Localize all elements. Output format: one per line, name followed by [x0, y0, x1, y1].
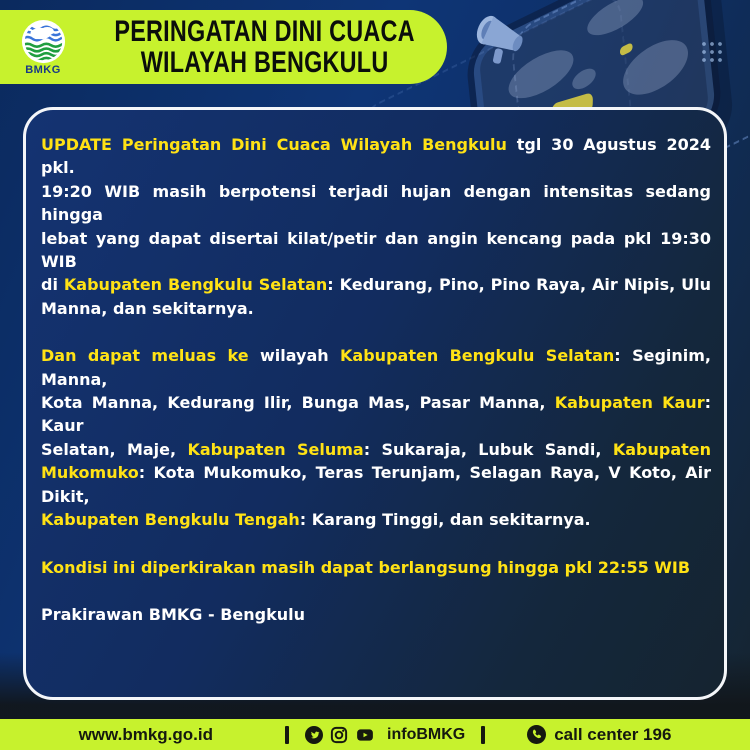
dot-grid — [700, 40, 726, 62]
body-text: tgl 30 Agustus 2024 pkl. — [41, 135, 712, 178]
footer-bar — [0, 719, 750, 750]
body-text: Kota Manna, Kedurang Ilir, Bunga Mas, Pasar Manna, — [41, 393, 555, 413]
highlighted-text: Kabupaten — [612, 439, 712, 459]
text-line — [41, 461, 711, 508]
youtube-icon — [355, 726, 375, 744]
paragraph — [41, 133, 711, 320]
website-label: www.bmkg.go.id — [78, 724, 214, 744]
body-text: : Kota Mukomuko, Teras Terunjam, Selagan Raya, V Koto, Air Dikit, — [41, 463, 711, 506]
warning-text — [41, 133, 711, 626]
body-text: wilayah — [248, 346, 341, 366]
body-text: : Seginim, Manna, — [41, 346, 712, 389]
text-line — [41, 180, 711, 227]
megaphone-icon — [472, 8, 534, 66]
text-line — [41, 297, 711, 320]
instagram-icon — [330, 726, 348, 744]
body-text: Manna, dan sekitarnya. — [41, 298, 254, 318]
highlighted-text: Kabupaten Seluma — [187, 439, 364, 459]
bmkg-logo-label: BMKG — [25, 63, 61, 76]
text-line — [41, 227, 711, 274]
map-landmass — [586, 0, 645, 43]
separator — [481, 726, 485, 744]
call-center-label: call center 196 — [554, 724, 672, 744]
bmkg-logo — [14, 19, 72, 76]
body-text: : Karang Tinggi, dan sekitarnya. — [299, 510, 591, 530]
paragraph — [41, 603, 711, 626]
text-line — [41, 556, 711, 579]
text-line — [41, 508, 711, 531]
paragraph — [41, 344, 711, 531]
phone-icon — [527, 725, 546, 744]
body-text: : Kedurang, Pino, Pino Raya, Air Nipis, Ulu — [327, 275, 711, 295]
text-line — [41, 391, 711, 438]
highlighted-text: Kabupaten Bengkulu Selatan — [340, 346, 615, 366]
body-text: Selatan, Maje, — [41, 439, 188, 459]
title-line-2: WILAYAH BENGKULU — [140, 46, 389, 79]
highlighted-text: Kabupaten Bengkulu Selatan — [63, 275, 328, 295]
text-line — [41, 133, 711, 180]
text-line — [41, 438, 711, 461]
body-text: lebat yang dapat disertai kilat/petir dan angin kencang pada pkl 19:30 WIB — [41, 228, 711, 272]
warning-card — [23, 107, 727, 700]
title-line-1: PERINGATAN DINI CUACA — [114, 14, 415, 48]
social-handle-label: infoBMKG — [387, 725, 466, 743]
highlighted-text: Kondisi ini diperkirakan masih dapat berlangsung hingga pkl 22:55 WIB — [41, 557, 691, 577]
separator — [285, 726, 289, 744]
body-text: : Sukaraja, Lubuk Sandi, — [363, 439, 613, 459]
page-title — [72, 16, 457, 79]
map-landmass — [571, 65, 596, 93]
highlighted-text: Kabupaten Bengkulu Tengah — [41, 510, 300, 530]
bmkg-logo-icon — [21, 19, 66, 64]
body-text: 19:20 WIB masih berpotensi terjadi hujan dengan intensitas sedang hingga — [41, 181, 711, 225]
social-icons — [305, 726, 465, 744]
header-bar — [0, 10, 447, 84]
twitter-icon — [305, 726, 323, 744]
body-text: Prakirawan BMKG - Bengkulu — [41, 604, 305, 624]
paragraph — [41, 556, 711, 579]
highlighted-text: Dan dapat meluas ke — [41, 346, 249, 366]
highlighted-text: Kabupaten Kaur — [554, 393, 705, 413]
map-highlighted-region — [620, 42, 633, 57]
highlighted-text: UPDATE Peringatan Dini Cuaca Wilayah Bengkulu — [41, 135, 507, 154]
map-landmass — [621, 29, 690, 105]
call-center — [527, 725, 671, 745]
highlighted-text: Mukomuko — [41, 463, 139, 483]
text-line — [41, 273, 711, 296]
body-text: di — [41, 275, 64, 295]
text-line — [41, 344, 711, 391]
body-text: : Kaur — [41, 393, 711, 436]
text-line — [41, 603, 711, 626]
